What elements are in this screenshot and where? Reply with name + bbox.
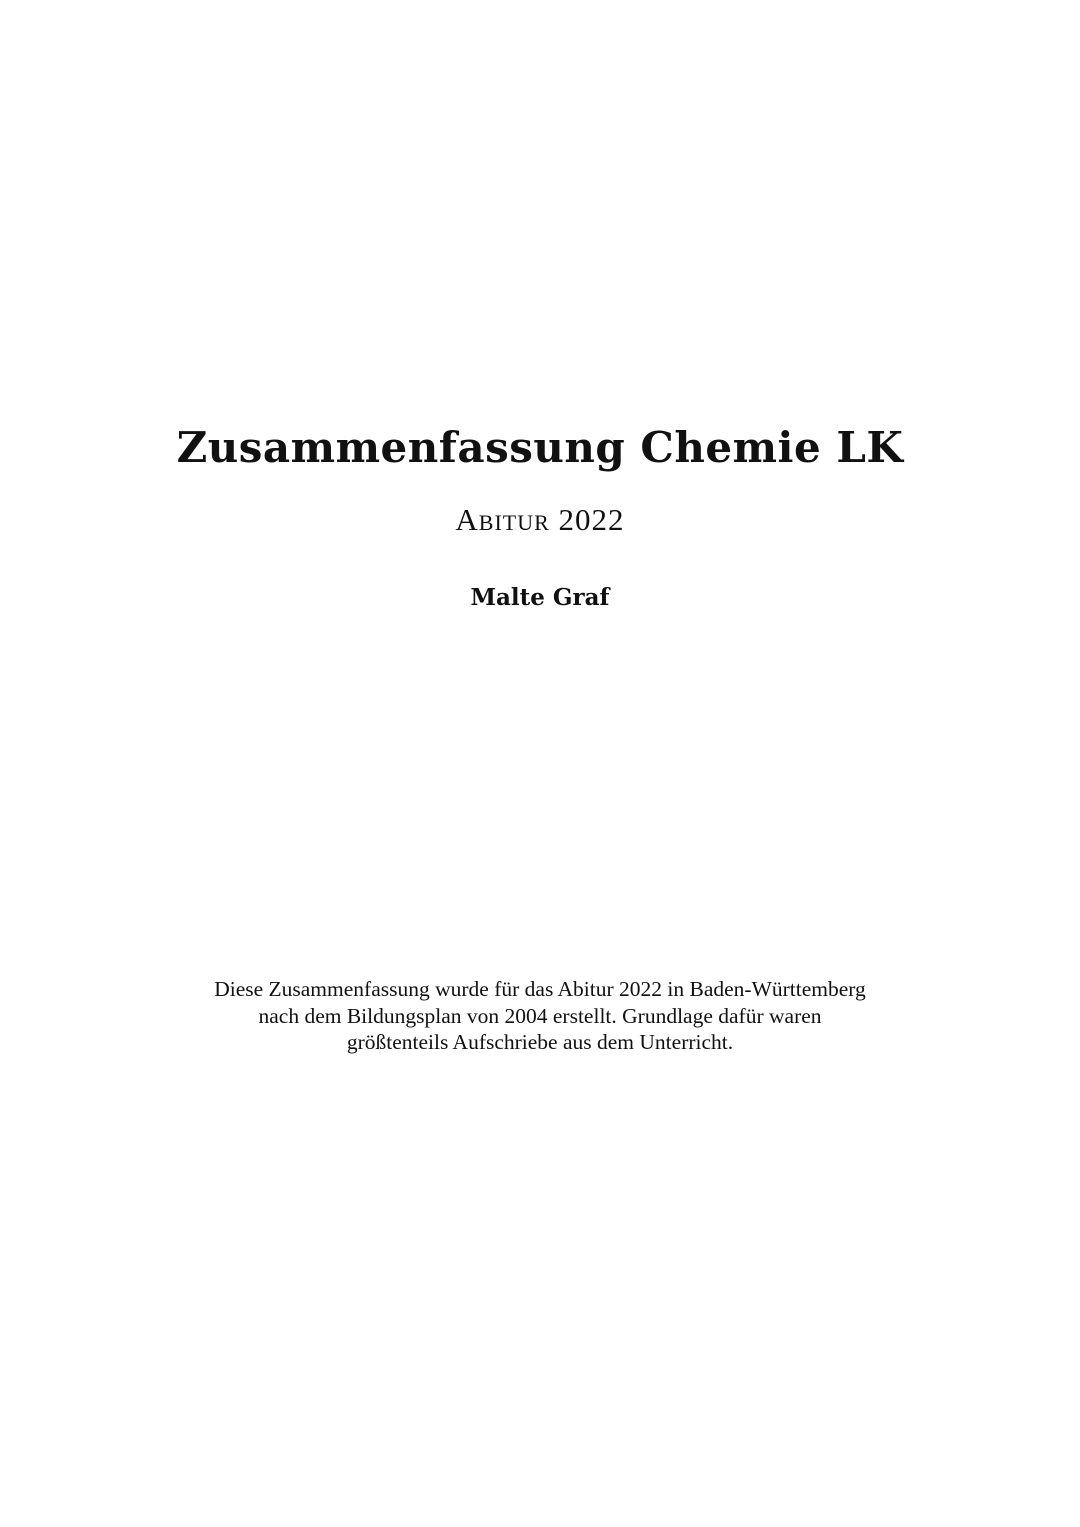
abstract <box>0 976 1080 1056</box>
document-title: Zusammenfassung Chemie LK <box>176 423 904 472</box>
abstract-line-3: größtenteils Aufschriebe aus dem Unterricht. <box>346 1030 734 1054</box>
abstract-line-1: Diese Zusammenfassung wurde für das Abitur 2022 in Baden-Württemberg <box>214 977 866 1001</box>
abstract-line-2: nach dem Bildungsplan von 2004 erstellt. Grundlage dafür waren <box>258 1003 822 1028</box>
document-author: Malte Graf <box>470 584 610 611</box>
document-subtitle: Abitur 2022 <box>455 502 625 537</box>
